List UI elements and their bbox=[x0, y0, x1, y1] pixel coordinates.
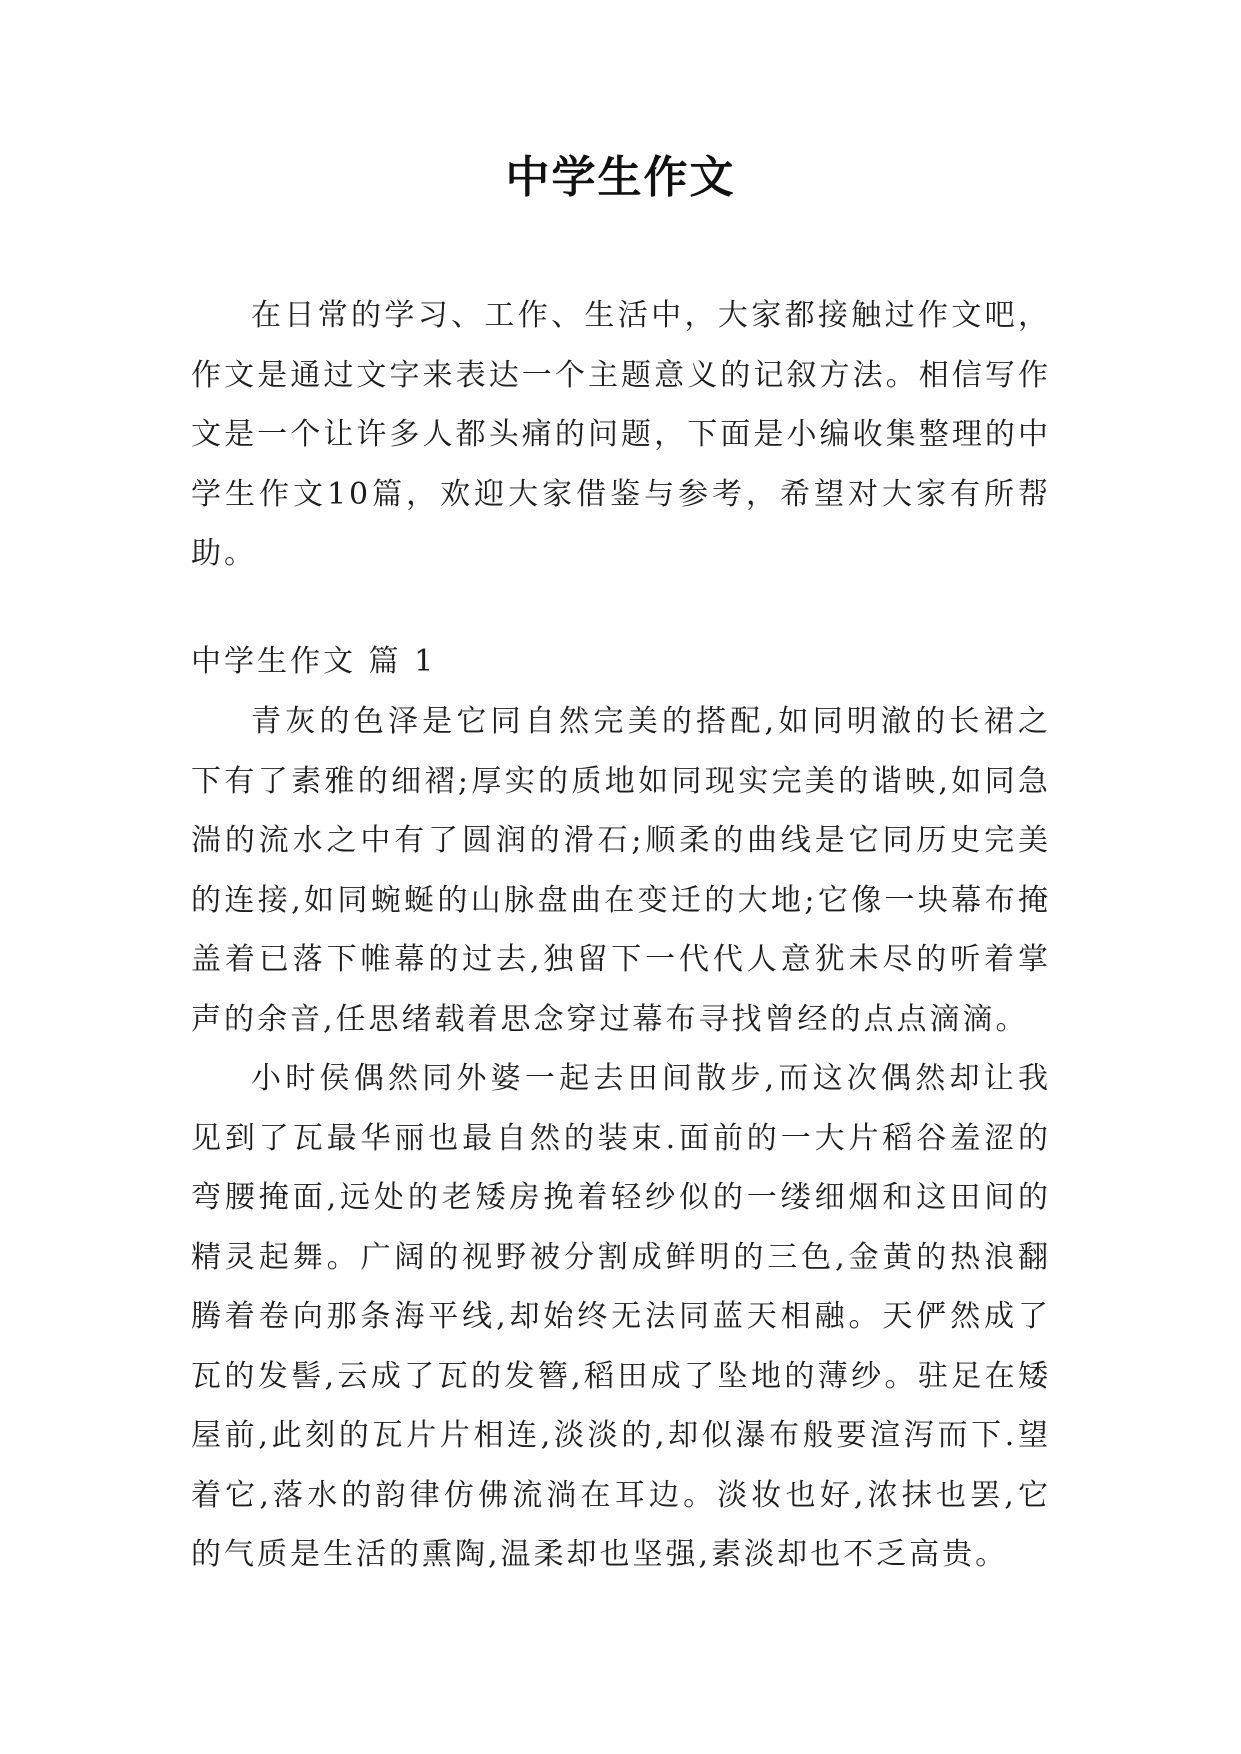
intro-block bbox=[191, 286, 1051, 584]
page-title: 中学生作文 bbox=[505, 152, 736, 203]
essay-body bbox=[191, 692, 1051, 1585]
essay-paragraph-1: 青灰的色泽是它同自然完美的搭配,如同明澈的长裙之下有了素雅的细褶;厚实的质地如同现实完美的谐映,如同急湍的流水之中有了圆润的滑石;顺柔的曲线是它同历史完美的连接,如同蜿蜒的山脉盘曲在变迁的大地;它像一块幕布掩盖着已落下帷幕的过去,独留下一代代人意犹未尽的听着掌声的余音,任思绪载着思念穿过幕布寻找曾经的点点滴滴。 bbox=[191, 704, 1051, 1037]
intro-paragraph: 在日常的学习、工作、生活中，大家都接触过作文吧，作文是通过文字来表达一个主题意义的记叙方法。相信写作文是一个让许多人都头痛的问题，下面是小编收集整理的中学生作文10篇，欢迎大家借鉴与参考，希望对大家有所帮助。 bbox=[191, 298, 1051, 571]
section-heading: 中学生作文 篇 1 bbox=[191, 644, 437, 679]
essay-paragraph-2: 小时侯偶然同外婆一起去田间散步,而这次偶然却让我见到了瓦最华丽也最自然的装束.面前的一大片稻谷羞涩的弯腰掩面,远处的老矮房挽着轻纱似的一缕细烟和这田间的精灵起舞。广阔的视野被分割成鲜明的三色,金黄的热浪翻腾着卷向那条海平线,却始终无法同蓝天相融。天俨然成了瓦的发髻,云成了瓦的发簪,稻田成了坠地的薄纱。驻足在矮屋前,此刻的瓦片片相连,淡淡的,却似瀑布般要渲泻而下.望着它,落水的韵律仿佛流淌在耳边。淡妆也好,浓抹也罢,它的气质是生活的熏陶,温柔却也坚强,素淡却也不乏高贵。 bbox=[191, 1061, 1051, 1572]
